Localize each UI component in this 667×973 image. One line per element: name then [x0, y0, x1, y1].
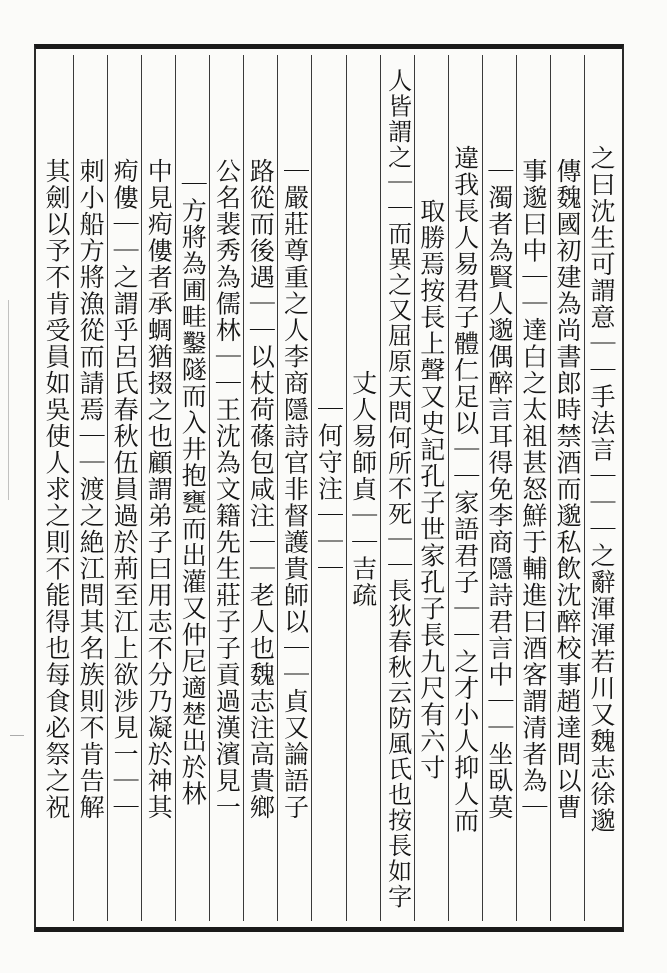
- column-text: 中見痀僂者承蜩猶掇之也顧謂弟子曰用志不分乃凝於神其: [144, 157, 174, 821]
- text-column: [243, 55, 277, 921]
- text-column: [40, 55, 73, 921]
- text-column: [346, 55, 380, 921]
- column-text: 人皆謂之｜｜而異之又屈原天問何所不死｜｜長狄春秋云防風氏也按長如字: [383, 68, 412, 910]
- columns-container: [40, 55, 618, 921]
- text-column: [277, 55, 311, 921]
- column-text: ｜濁者為賢人邈偶醉言耳得免李商隱詩君言中｜｜坐臥莫: [484, 157, 514, 821]
- text-column: [550, 55, 584, 921]
- text-column: [584, 55, 618, 921]
- text-column: [107, 55, 141, 921]
- column-text: 公名裴秀為儒林｜｜王沈為文籍先生莊子子貢過漢濱見一: [212, 157, 242, 821]
- text-column: [209, 55, 243, 921]
- text-column: [380, 55, 414, 921]
- page-edge-mark: [10, 735, 24, 766]
- column-text: 傳魏國初建為尚書郎時禁酒而邈私飲沈醉校事趙達問以曹: [552, 157, 582, 821]
- column-text: 事邈曰中｜｜達白之太祖甚怒鮮于輔進曰酒客謂清者為｜: [518, 157, 548, 821]
- text-column: [73, 55, 107, 921]
- column-text: 刺小船方將漁從而請焉｜｜渡之絶江問其名族則不肯告解: [76, 157, 106, 821]
- text-column: [482, 55, 516, 921]
- column-text: 丈人易師貞｜｜吉疏: [348, 369, 378, 609]
- page-edge-mark: [8, 300, 27, 500]
- column-text: 路從而後遇｜｜以杖荷蓧包咸注｜｜老人也魏志注高貴鄉: [246, 157, 276, 821]
- column-text: ｜方將為圃畦鑿隧而入井抱甕而出灌又仲尼適楚出於林: [178, 171, 208, 807]
- column-text: ｜嚴莊尊重之人李商隱詩官非督護貴師以｜｜貞又論語子: [280, 157, 310, 821]
- column-text: ｜何守注｜｜｜: [314, 396, 344, 582]
- column-text: 取勝焉按長上聲又史記孔子世家孔子長九尺有六寸: [416, 197, 446, 781]
- column-text: 痀僂｜｜之謂乎呂氏春秋伍員過於荊至江上欲涉見一｜｜: [110, 157, 140, 821]
- text-column: [448, 55, 482, 921]
- column-text: 之曰沈生可謂意｜｜手法言｜｜｜之辭渾渾若川又魏志徐邈: [587, 144, 616, 834]
- text-column: [141, 55, 175, 921]
- column-text: 其劍以予不肯受員如吳使人求之則不能得也每食必祭之祝: [42, 157, 71, 821]
- text-frame: [34, 44, 624, 932]
- text-column: [414, 55, 448, 921]
- text-column: [311, 55, 345, 921]
- text-column: [175, 55, 209, 921]
- text-column: [516, 55, 550, 921]
- column-text: 違我長人易君子體仁足以｜｜家語君子｜｜之才小人抑人而: [450, 144, 480, 834]
